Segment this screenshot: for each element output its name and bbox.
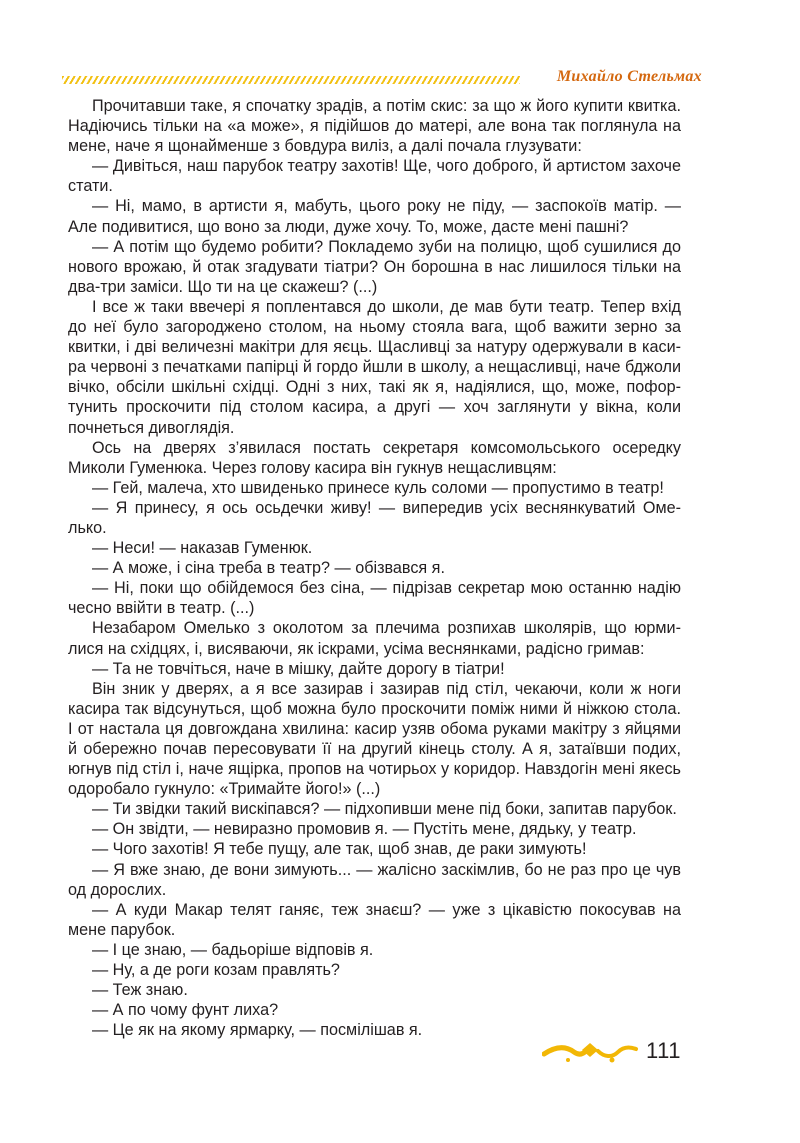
paragraph: Він зник у дверях, а я все зазирав і зазирав під стіл, чекаючи, коли ж ноги касира так відсунуться, щоб можна було проскочити поміж ними й ніжкою стола. І от настала ця довгождана хвилина: касир узяв обома руками макітру з яйцями й обережно почав пересовувати її на другий кінець столу. А я, затаївши подих, югнув під стіл і, наче ящірка, пропов на чотирьох у коридор. Навздогін мені якесь одоробало гукнуло: «Тримайте його!» (...) (68, 679, 681, 799)
page-header (62, 68, 702, 94)
paragraph: Прочитавши таке, я спочатку зрадів, а потім скис: за що ж його купити квитка. Надіючись тільки на «а може», я підійшов до матері, але вона так поглянула на мене, наче я щонайменше з бовдура виліз, а далі почала глузувати: (68, 97, 681, 156)
body-text (68, 96, 681, 1040)
paragraph: Незабаром Омелько з околотом за плечима розпихав школярів, що юрмилися на східцях, і, висяваючи, як іскрами, усіма веснянками, радісно гримав: (68, 619, 681, 658)
paragraph: — Ні, поки що обійдемося без сіна, — підрізав секретар мою останню надію чесно ввійти в театр. (...) (68, 579, 681, 618)
paragraph: — Гей, малеча, хто швиденько принесе куль соломи — пропустимо в театр! (92, 478, 664, 497)
paragraph: — Ну, а де роги козам правлять? (92, 961, 340, 980)
paragraph: — А куди Макар телят ганяє, теж знаєш? — уже з цікавістю покосував на мене парубок. (68, 900, 681, 939)
paragraph: Ось на дверях з’явилася постать секретаря комсомольського осередку Миколи Гуменюка. Через голову касира він гукнув нещасливцям: (68, 438, 681, 477)
paragraph: — Чого захотів! Я тебе пущу, але так, щоб знав, де раки зимують! (92, 840, 587, 859)
page-number: 111 (646, 1038, 681, 1063)
header-stripe-rule (62, 76, 520, 84)
paragraph: — А потім що будемо робити? Покладемо зуби на полицю, щоб сушилися до нового врожаю, й отак згадувати тіатри? Он борошна в нас лишилося тільки на два-три заміси. Що ти на це скажеш? (...) (68, 237, 681, 296)
paragraph: — А може, і сіна треба в театр? — обізвався я. (92, 559, 445, 578)
paragraph: — А по чому фунт лиха? (92, 1001, 279, 1020)
paragraph: — Я вже знаю, де вони зимують... — жалісно заскімлив, бо не раз про це чув од дорослих. (68, 860, 681, 899)
paragraph: — Це як на якому ярмарку, — посмілішав я. (92, 1021, 423, 1040)
paragraph: — Теж знаю. (92, 981, 188, 1000)
paragraph: — Ні, мамо, в артисти я, мабуть, цього року не піду, — заспокоїв матір. — Але подивитися, що воно за люди, дуже хочу. То, може, дасте мені пашні? (68, 197, 681, 236)
paragraph: — Ти звідки такий вискіпався? — підхопивши мене під боки, запитав парубок. (92, 800, 677, 819)
paragraph: — І це знаю, — бадьоріше відповів я. (92, 940, 374, 959)
paragraph: — Неси! — наказав Гуменюк. (92, 539, 313, 558)
swirl-ornament-icon (542, 1036, 642, 1066)
paragraph: І все ж таки ввечері я поплентався до школи, де мав бути театр. Тепер вхід до неї було загороджено столом, на ньому стояла вага, щоб важити зерно за квитки, і дві величезні макітри для яєць. Щасливці за натуру одержували в касира червоні з печатками папірці й гордо йшли в школу, а нещасливці, наче бджоли вічко, обсіли шкільні східці. Одні з них, такі як я, надіялися, що, може, пофортунить проскочити під столом касира, а другі — хоч заглянути у вікна, коли почнеться дивоглядія. (68, 297, 681, 437)
paragraph: — Дивіться, наш парубок театру захотів! Ще, чого доброго, й артистом захоче стати. (68, 157, 681, 196)
paragraph: — Та не товчіться, наче в мішку, дайте дорогу в тіатри! (92, 659, 505, 678)
paragraph: — Я принесу, я ось осьдечки живу! — випередив усіх веснянкуватий Омелько. (68, 498, 681, 537)
paragraph: — Он звідти, — невиразно промовив я. — Пустіть мене, дядьку, у театр. (92, 820, 637, 839)
running-head-author: Михайло Стельмах (556, 68, 702, 85)
